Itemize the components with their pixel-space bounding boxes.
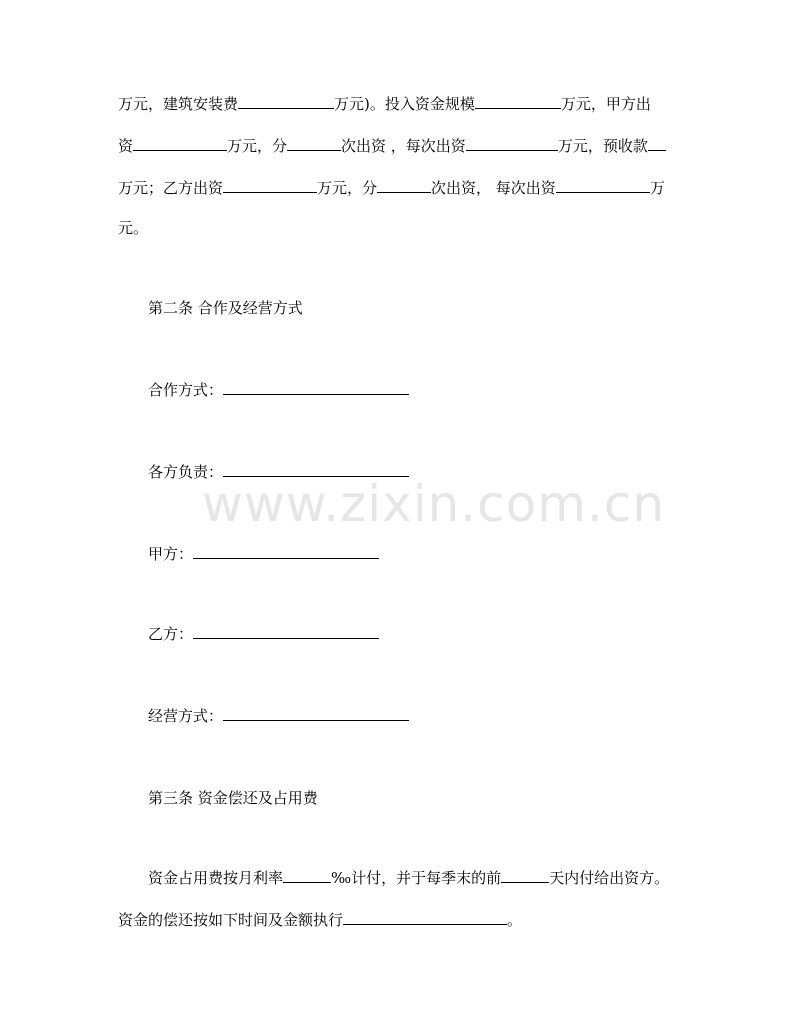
watermark: www.zixin.com.cn (202, 475, 666, 533)
text: 资金的偿还按如下时间及金额执行 (118, 911, 344, 929)
responsibilities-input[interactable] (223, 462, 409, 477)
text: 万元)。投入资金规模 (334, 95, 475, 113)
blank-field[interactable] (223, 178, 317, 193)
text: 万元，预收款 (557, 137, 648, 155)
para1-line4 (118, 218, 148, 238)
cooperation-mode-input[interactable] (223, 380, 409, 395)
text: 。 (507, 911, 523, 929)
party-b-input[interactable] (193, 624, 379, 639)
text: 资 (118, 137, 134, 155)
field-cooperation-mode (148, 380, 409, 400)
para1-line2 (118, 136, 666, 156)
repayment-schedule-input[interactable] (343, 910, 507, 925)
monthly-rate-input[interactable] (283, 868, 331, 883)
blank-field[interactable] (377, 178, 431, 193)
blank-field[interactable] (133, 136, 227, 151)
text: 天内付给出资方。 (549, 869, 670, 887)
blank-field[interactable] (466, 136, 558, 151)
article3-heading: 第三条 资金偿还及占用费 (148, 789, 318, 807)
text: ‰计付，并于每季末的前 (331, 869, 502, 887)
blank-field[interactable] (238, 94, 334, 109)
text: 万元，建筑安装费 (118, 95, 239, 113)
text: 资金占用费按月利率 (148, 869, 284, 887)
party-a-input[interactable] (193, 544, 379, 559)
operation-mode-input[interactable] (223, 706, 409, 721)
text: 万元，分 (227, 137, 288, 155)
field-label: 各方负责： (148, 463, 224, 481)
article3-line2 (118, 910, 522, 930)
field-operation-mode (148, 706, 409, 726)
article2-heading: 第二条 合作及经营方式 (148, 299, 303, 317)
blank-field[interactable] (287, 136, 341, 151)
field-label: 甲方： (148, 545, 194, 563)
text: 万元，甲方出 (560, 95, 651, 113)
text: 万元，分 (317, 179, 378, 197)
text: 元。 (118, 219, 149, 237)
field-label: 乙方： (148, 625, 194, 643)
field-label: 合作方式： (148, 381, 224, 399)
field-party-b (148, 624, 379, 644)
text: 次出资 ，每次出资 (341, 137, 466, 155)
text: 万 (649, 179, 665, 197)
article3-line1 (148, 868, 669, 888)
field-party-a (148, 544, 379, 564)
blank-field[interactable] (556, 178, 650, 193)
text: 万元；乙方出资 (118, 179, 224, 197)
field-responsibilities (148, 462, 409, 482)
days-input[interactable] (501, 868, 549, 883)
para1-line1 (118, 94, 651, 114)
blank-field[interactable] (648, 136, 666, 151)
para1-line3 (118, 178, 665, 198)
blank-field[interactable] (475, 94, 561, 109)
field-label: 经营方式： (148, 707, 224, 725)
text: 次出资， 每次出资 (431, 179, 556, 197)
